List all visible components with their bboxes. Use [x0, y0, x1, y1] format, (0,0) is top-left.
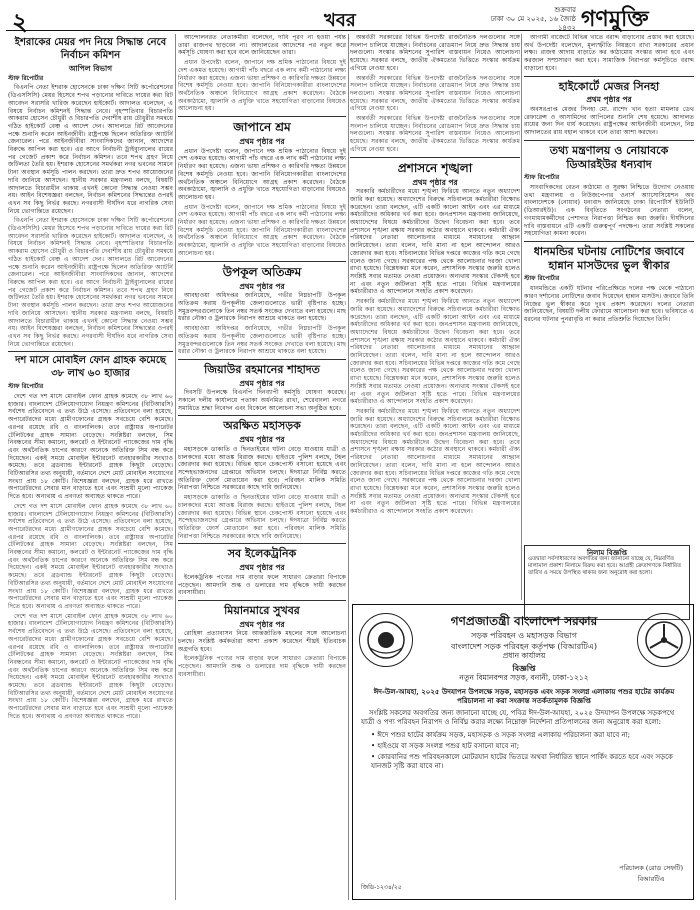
article-subhead: প্রথম পৃষ্ঠার পর: [239, 378, 285, 388]
article-body: সাংবাদিকদের বেতন কাঠামো ও সুরক্ষা নিশ্চিতে উদ্যোগ নেওয়ায় তথ্য মন্ত্রণালয় ও নিউজপেপার ওনার্স অ্যাসোসিয়েশন অব বাংলাদেশকে (নোয়াব) ধন্যবাদ জানিয়েছে ঢাকা রিপোর্টার্স ইউনিটি (ডিআরইউ)। এক বিবৃতিতে সংগঠনের নেতারা বলেন, গণমাধ্যমকর্মীদের পেশাগত নিরাপত্তা নিশ্চিত করা জরুরি। দীর্ঘদিনের দাবি বাস্তবায়নে এটি একটি গুরুত্বপূর্ণ পদক্ষেপ। তারা সংশ্লিষ্ট সকলের সহযোগিতা কামনা করেন।: [524, 183, 694, 238]
notice-headline: ঈদ-উল-আযহা, ২০২৫ উদযাপন উপলক্ষে সড়ক, মহাসড়ক এবং সড়ক সংলগ্ন এলাকায় পশুর হাটের কার্যক্রম পরিচালনা না করা সংক্রান্ত সতর্কতামূলক বিজ্ঞপ্তি: [373, 687, 675, 705]
notice-bullet: • হাইওয়ে বা সড়ক সংলগ্ন পশুর হাট বসানো যাবে না;: [371, 742, 520, 750]
article-subhead: প্রথম পৃষ্ঠার পর: [412, 177, 458, 187]
article-body-continued: বিএনপি নেতা ইশরাক হোসেনকে ঢাকা দক্ষিণ সিটি কর্পোরেশনের (ডিএসসিসি) মেয়র হিসেবে শপথ পড়ানোর দাবিতে দায়ের করা রিট আবেদন সরাসরি খারিজ করেছেন হাইকোর্ট। আদালত বলেছেন, এ বিষয়ে নির্বাচন কমিশনই সিদ্ধান্ত নেবে। বৃহস্পতিবার বিচারপতি আকরাম হোসেন চৌধুরী ও বিচারপতি দেবাশীষ রায় চৌধুরীর সমন্বয়ে গঠিত হাইকোর্ট বেঞ্চ এ আদেশ দেন। আদালতে রিট আবেদনের পক্ষে শুনানি করেন আইনজীবী। রাষ্ট্রপক্ষে ছিলেন অতিরিক্ত অ্যাটর্নি জেনারেল। পরে আইনজীবীরা সাংবাদিকদের জানান, আদেশের বিরুদ্ধে আপিল করা হবে। এর আগে নির্বাচনী ট্রাইব্যুনালের রায়ের পর গেজেট প্রকাশ করে নির্বাচন কমিশন। তবে শপথ গ্রহণ নিয়ে জটিলতা তৈরি হয়। ইশরাক হোসেনের সমর্থকরা নগর ভবনের সামনে টানা অবস্থান কর্মসূচি পালন করছেন। তারা দ্রুত শপথ আয়োজনের দাবি জানিয়ে আসছেন। স্থানীয় সরকার মন্ত্রণালয় বলছে, বিষয়টি আদালতে বিচারাধীন থাকায় এখনই কোনো সিদ্ধান্ত নেওয়া সম্ভব নয়। আইন বিশেষজ্ঞরা বলছেন, নির্বাচন কমিশনের সিদ্ধান্তের ওপরই এখন সব কিছু নির্ভর করছে। নগরবাসী দীর্ঘদিন ধরে নাগরিক সেবা নিয়ে ভোগান্তিতে রয়েছেন।: [8, 217, 173, 348]
dateline-date: ঢাকা ৩০ মে ২০২৫, ১৬ জ্যৈষ্ঠ ১৪৩২: [490, 15, 576, 32]
notice-content: [361, 687, 687, 773]
article-body-continued: সরকারি কর্মচারীদের মধ্যে শৃঙ্খলা ফিরিয়ে আনতে নতুন অধ্যাদেশ জারি করা হয়েছে। অধ্যাদেশের বিরুদ্ধে সচিবালয়ে কর্মচারীরা বিক্ষোভ করেছেন। তারা বলছেন, এটি একটি কালো আইন এবং এর মাধ্যমে কর্মচারীদের অধিকার খর্ব করা হবে। জনপ্রশাসন মন্ত্রণালয় জানিয়েছে, অধ্যাদেশের বিষয়ে কর্মচারীদের উদ্বেগ বিবেচনা করা হবে। তবে প্রশাসনে শৃঙ্খলা রক্ষায় সরকার কঠোর অবস্থানে থাকবে। কর্মচারী ঐক্য পরিষদের নেতারা আলোচনার মাধ্যমে সমাধানের আহ্বান জানিয়েছেন। তারা বলেন, দাবি মানা না হলে আন্দোলন আরও জোরদার করা হবে। সচিবালয়ের বিভিন্ন দপ্তরে কাজের গতি কমে গেছে বলেও জানা গেছে। সরকারের পক্ষ থেকে আলোচনার দরজা খোলা রাখা হয়েছে। বিশ্লেষকরা মনে করেন, প্রশাসনিক সংস্কার জরুরি হলেও সংশ্লিষ্ট সবার মতামত নেওয়া প্রয়োজন। অন্যথায় সংস্কার টেকসই হবে না এবং নতুন জটিলতা সৃষ্টি হতে পারে। বিভিন্ন মন্ত্রণালয়ের কর্মচারীরাও এ আন্দোলনে সংহতি প্রকাশ করেছেন।: [350, 298, 520, 406]
byline: স্টাফ রিপোর্টার: [8, 383, 44, 391]
column-3: [350, 34, 520, 632]
page-number: ২: [12, 8, 28, 36]
notice-authority: বাংলাদেশ সড়ক পরিবহন কর্তৃপক্ষ (বিআরটিএ): [451, 642, 597, 651]
divider: [178, 600, 346, 601]
article-body: রোহিঙ্গা প্রত্যাবাসন নিয়ে আন্তর্জাতিক মহলের সঙ্গে আলোচনা চলছে। সংশ্লিষ্ট কর্মকর্তারা আশা প্রকাশ করেছেন শীঘ্রই ইতিবাচক অগ্রগতি হবে।: [178, 630, 346, 653]
notice-ministry: সড়ক পরিবহন ও মহাসড়ক বিভাগ: [470, 631, 578, 640]
article-body-continued: অন্তর্বর্তী সরকারের বিভিন্ন উপদেষ্টা রাজনৈতিক দলগুলোর সঙ্গে সংলাপ চালিয়ে যাচ্ছেন। নির্বাচনের রোডম্যাপ নিয়ে দ্রুত সিদ্ধান্ত চায় দলগুলো। সংস্কার কমিশনের সুপারিশ বাস্তবায়ন নিয়েও আলোচনা হয়েছে। সরকার বলছে, জাতীয় ঐকমত্যের ভিত্তিতে সংস্কার কার্যক্রম এগিয়ে নেওয়া হবে।: [350, 115, 520, 153]
divider: [178, 415, 346, 416]
byline: স্টাফ রিপোর্টার: [524, 275, 560, 283]
article-body: অবসরপ্রাপ্ত মেজর সিনহা মো. রাশেদ খান হত্যা মামলার ডেথ রেফারেন্স ও আসামিদের আপিলের শুনানি শেষ হয়েছে। আদালত রায়ের জন্য দিন ধার্য করেছেন। রাষ্ট্রপক্ষের আইনজীবী বলেছেন, নিম্ন আদালতের রায় বহাল থাকবে বলে তারা আশা করছেন।: [524, 105, 694, 137]
bullet-text: হাইওয়ে বা সড়ক সংলগ্ন পশুর হাট বসানো যাবে না;: [377, 742, 520, 750]
divider: [178, 359, 346, 360]
article-headline[interactable]: জিয়াউর রহমানের শাহাদত: [204, 362, 320, 376]
article-body-continued: প্রধান উপদেষ্টা বলেন, জাপানে দক্ষ শ্রমিক পাঠানোর বিষয়ে দুই দেশ একমত হয়েছে। আগামী পাঁচ বছরে এক লাখ কর্মী পাঠানোর লক্ষ্য নির্ধারণ করা হয়েছে। এজন্য ভাষা প্রশিক্ষণ ও কারিগরি দক্ষতা উন্নয়নে বিশেষ কর্মসূচি নেওয়া হবে। জাপানি বিনিয়োগকারীরা বাংলাদেশের অর্থনৈতিক অঞ্চলে বিনিয়োগে আগ্রহ প্রকাশ করেছেন। বৈঠকে অবকাঠামো, জ্বালানি ও প্রযুক্তি খাতে সহযোগিতা বাড়ানোর বিষয়েও আলোচনা হয়।: [178, 203, 346, 257]
article-body-continued: আবহাওয়া অধিদপ্তর জানিয়েছে, গভীর নিম্নচাপটি উপকূল অতিক্রম করায় উপকূলীয় জেলাগুলোতে ভারী বৃষ্টিপাত হচ্ছে। সমুদ্রবন্দরগুলোকে তিন নম্বর সতর্ক সংকেত দেখাতে বলা হয়েছে। মাছ ধরার নৌকা ও ট্রলারকে নিরাপদ আশ্রয়ে থাকতে বলা হয়েছে।: [178, 325, 346, 356]
article-headline[interactable]: প্রশাসনে শৃঙ্খলা: [397, 160, 473, 175]
article-body: বিএনপি নেতা ইশরাক হোসেনকে ঢাকা দক্ষিণ সিটি কর্পোরেশনের (ডিএসসিসি) মেয়র হিসেবে শপথ পড়ানোর দাবিতে দায়ের করা রিট আবেদন সরাসরি খারিজ করেছেন হাইকোর্ট। আদালত বলেছেন, এ বিষয়ে নির্বাচন কমিশনই সিদ্ধান্ত নেবে। বৃহস্পতিবার বিচারপতি আকরাম হোসেন চৌধুরী ও বিচারপতি দেবাশীষ রায় চৌধুরীর সমন্বয়ে গঠিত হাইকোর্ট বেঞ্চ এ আদেশ দেন। আদালতে রিট আবেদনের পক্ষে শুনানি করেন আইনজীবী। রাষ্ট্রপক্ষে ছিলেন অতিরিক্ত অ্যাটর্নি জেনারেল। পরে আইনজীবীরা সাংবাদিকদের জানান, আদেশের বিরুদ্ধে আপিল করা হবে। এর আগে নির্বাচনী ট্রাইব্যুনালের রায়ের পর গেজেট প্রকাশ করে নির্বাচন কমিশন। তবে শপথ গ্রহণ নিয়ে জটিলতা তৈরি হয়। ইশরাক হোসেনের সমর্থকরা নগর ভবনের সামনে টানা অবস্থান কর্মসূচি পালন করছেন। তারা দ্রুত শপথ আয়োজনের দাবি জানিয়ে আসছেন। স্থানীয় সরকার মন্ত্রণালয় বলছে, বিষয়টি আদালতে বিচারাধীন থাকায় এখনই কোনো সিদ্ধান্ত নেওয়া সম্ভব নয়। আইন বিশেষজ্ঞরা বলছেন, নির্বাচন কমিশনের সিদ্ধান্তের ওপরই এখন সব কিছু নির্ভর করছে। নগরবাসী দীর্ঘদিন ধরে নাগরিক সেবা নিয়ে ভোগান্তিতে রয়েছেন।: [8, 84, 173, 215]
notice-bullet: • কোরবানির পশু পরিবহনকালে মোটরযান হাটের ভিতরে অথবা নির্ধারিত স্থানে পার্কিং করতে হবে এবং সড়কে যানজট সৃষ্টি করা যাবে না।: [371, 753, 673, 770]
article-subhead: প্রথম পৃষ্ঠার পর: [239, 563, 285, 573]
column-divider: [175, 34, 176, 900]
column-4: [524, 34, 694, 632]
article-subhead: আপিল বিভাগ: [68, 64, 113, 73]
section-title: খবর: [324, 10, 356, 31]
newspaper-logo: গণমুক্তি: [581, 7, 649, 32]
divider: [524, 241, 694, 242]
notice-title: নিলাম বিজ্ঞপ্তি: [586, 548, 628, 557]
article-headline[interactable]: উপকূল অতিক্রম: [222, 264, 302, 279]
signatory-org: বিআরটিএ: [637, 875, 665, 883]
notice-reference: জিডি-১২৩৪/২৫: [361, 884, 402, 891]
notice-type: বিজ্ঞপ্তি: [512, 663, 536, 673]
article-subhead: প্রথম পৃষ্ঠার পর: [239, 281, 285, 291]
column-divider: [521, 34, 522, 600]
article-body-continued: মহাসড়কে ডাকাতি ও ছিনতাইয়ের ঘটনা বেড়ে যাওয়ায় যাত্রী ও চালকদের মধ্যে আতঙ্ক বিরাজ করছে। হাইওয়ে পুলিশ বলছে, টহল জোরদার করা হয়েছে। বিভিন্ন স্থানে চেকপোস্ট বসানো হয়েছে এবং সন্দেহভাজনদের গ্রেপ্তারে অভিযান চলছে। ঈদযাত্রা নির্বিঘ্ন করতে অতিরিক্ত ফোর্স মোতায়েন করা হবে। পরিবহন মালিক সমিতি নিরাপত্তা নিশ্চিতে সরকারের কাছে দাবি জানিয়েছে।: [178, 494, 346, 540]
notice-intro: সংশ্লিষ্ট সকলের অবগতির জন্য জানানো যাচ্ছে যে, পবিত্র ঈদ-উল-আযহা, ২০২৫ উদযাপন উপলক্ষে সড়কপথে যাত্রী ও পণ্য পরিবহন নিরাপদ ও নির্বিঘ্ন করার লক্ষ্যে নিম্নোক্ত নির্দেশনা প্রতিপালনের জন্য অনুরোধ করা হলো:: [361, 709, 675, 726]
article-subhead: প্রথম পৃষ্ঠার পর: [239, 435, 285, 445]
article-body-continued: দেশে গত দশ মাসে মোবাইল ফোন গ্রাহক কমেছে ৩৮ লাখ ৬০ হাজার। বাংলাদেশ টেলিযোগাযোগ নিয়ন্ত্রণ কমিশনের (বিটিআরসি) সর্বশেষ প্রতিবেদনে এ তথ্য উঠে এসেছে। প্রতিবেদনে বলা হয়েছে, অপারেটরদের মধ্যে গ্রামীণফোনের গ্রাহক সবচেয়ে বেশি কমেছে। এরপর রয়েছে রবি ও বাংলালিংক। তবে রাষ্ট্রায়ত্ত অপারেটর টেলিটকের গ্রাহক সামান্য বেড়েছে। সংশ্লিষ্টরা বলছেন, সিম নিবন্ধনের সীমা কমানো, কলরেট ও ইন্টারনেট প্যাকেজের দাম বৃদ্ধি এবং অর্থনৈতিক চাপের কারণে অনেকে অতিরিক্ত সিম বন্ধ করে দিয়েছেন। একই সময়ে মোবাইল ইন্টারনেট ব্যবহারকারীর সংখ্যাও কমেছে। তবে ব্রডব্যান্ড ইন্টারনেট গ্রাহক কিছুটা বেড়েছে। বিটিআরসির তথ্য অনুযায়ী, বর্তমানে দেশে মোট মোবাইল সংযোগের সংখ্যা প্রায় ১৮ কোটি। বিশেষজ্ঞরা বলছেন, গ্রাহক ধরে রাখতে অপারেটরদের সেবার মান বাড়াতে হবে এবং সাশ্রয়ী মূল্যে প্যাকেজ দিতে হবে। অন্যথায় এ প্রবণতা অব্যাহত থাকতে পারে।: [8, 502, 173, 610]
divider: [178, 116, 346, 117]
notice-bullet: • ঈদে পশুর হাটের কার্যক্রম সড়ক, মহাসড়ক ও সড়ক সংলগ্ন এলাকায় পরিচালনা করা যাবে না;: [371, 731, 631, 739]
article-body: ইলেকট্রনিক পণ্যের দাম বাড়ার ফলে সাধারণ ক্রেতারা বিপাকে পড়েছেন। আমদানি শুল্ক ও ডলারের দাম বৃদ্ধিকে দায়ী করছেন ব্যবসায়ীরা।: [178, 573, 346, 597]
notice-government-title: গণপ্রজাতন্ত্রী বাংলাদেশ সরকার: [450, 614, 598, 628]
dateline-day: শুক্রবার: [554, 6, 576, 14]
article-headline[interactable]: জাপানে শ্রম: [233, 120, 291, 135]
notice-body: এতদ্বারা সর্বসাধারণের অবগতির জন্য জানানো যাচ্ছে যে, নিম্নবর্ণিত মালামাল প্রকাশ্য নিলামে বিক্রয় করা হবে। আগ্রহী ক্রেতাগণকে নির্ধারিত তারিখ ও সময়ে উপস্থিত থাকার জন্য অনুরোধ করা হলো।: [528, 556, 682, 576]
article-body-continued: ইলেকট্রনিক পণ্যের দাম বাড়ার ফলে সাধারণ ক্রেতারা বিপাকে পড়েছেন। আমদানি শুল্ক ও ডলারের দাম বৃদ্ধিকে দায়ী করছেন ব্যবসায়ীরা।: [178, 655, 346, 678]
article-headline[interactable]: হাইকোর্টে মেজর সিনহা: [558, 79, 660, 93]
article-subhead: প্রথম পৃষ্ঠার পর: [586, 95, 632, 105]
article-body: ধানমন্ডিতে একটি ঘটনার পরিপ্রেক্ষিতে দলের পক্ষ থেকে পাঠানো কারণ দর্শানোর নোটিশের জবাব দিয়েছেন হান্নান মাসউদ। জবাবে তিনি নিজের ভুল স্বীকার করে দুঃখ প্রকাশ করেছেন। দলের নেতারা জানিয়েছেন, বিষয়টি দলীয় ফোরামে আলোচনা করা হবে। ভবিষ্যতে এ ধরনের ঘটনার পুনরাবৃত্তি না করার প্রতিশ্রুতি দিয়েছেন তিনি।: [524, 285, 694, 323]
divider: [178, 543, 346, 544]
signatory: পরিচালক (রোড সেফটি): [619, 864, 683, 872]
masthead: [6, 4, 694, 36]
article-body: আন্দোলনরত নেতাকর্মীরা বলেছেন, দাবি পূরণ না হওয়া পর্যন্ত তারা রাজপথ ছাড়বেন না। আদালতের আদেশের পর নতুন করে কর্মসূচি ঘোষণা করা হবে বলে জানিয়েছেন তারা।: [178, 34, 346, 57]
column-1: [8, 34, 173, 904]
article-subhead: প্রথম পৃষ্ঠার পর: [239, 619, 285, 629]
notice-address: নতুন বিমানবন্দর সড়ক, বনানী, ঢাকা-১২১২: [459, 673, 589, 682]
divider: [350, 157, 520, 158]
government-emblem-icon: [359, 613, 413, 667]
divider: [178, 261, 346, 262]
byline: স্টাফ রিপোর্টার: [8, 74, 44, 82]
article-body: অন্তর্বর্তী সরকারের বিভিন্ন উপদেষ্টা রাজনৈতিক দলগুলোর সঙ্গে সংলাপ চালিয়ে যাচ্ছেন। নির্বাচনের রোডম্যাপ নিয়ে দ্রুত সিদ্ধান্ত চায় দলগুলো। সংস্কার কমিশনের সুপারিশ বাস্তবায়ন নিয়েও আলোচনা হয়েছে। সরকার বলছে, জাতীয় ঐকমত্যের ভিত্তিতে সংস্কার কার্যক্রম এগিয়ে নেওয়া হবে।: [350, 34, 520, 72]
article-body-continued: সরকারি কর্মচারীদের মধ্যে শৃঙ্খলা ফিরিয়ে আনতে নতুন অধ্যাদেশ জারি করা হয়েছে। অধ্যাদেশের বিরুদ্ধে সচিবালয়ে কর্মচারীরা বিক্ষোভ করেছেন। তারা বলছেন, এটি একটি কালো আইন এবং এর মাধ্যমে কর্মচারীদের অধিকার খর্ব করা হবে। জনপ্রশাসন মন্ত্রণালয় জানিয়েছে, অধ্যাদেশের বিষয়ে কর্মচারীদের উদ্বেগ বিবেচনা করা হবে। তবে প্রশাসনে শৃঙ্খলা রক্ষায় সরকার কঠোর অবস্থানে থাকবে। কর্মচারী ঐক্য পরিষদের নেতারা আলোচনার মাধ্যমে সমাধানের আহ্বান জানিয়েছেন। তারা বলেন, দাবি মানা না হলে আন্দোলন আরও জোরদার করা হবে। সচিবালয়ের বিভিন্ন দপ্তরে কাজের গতি কমে গেছে বলেও জানা গেছে। সরকারের পক্ষ থেকে আলোচনার দরজা খোলা রাখা হয়েছে। বিশ্লেষকরা মনে করেন, প্রশাসনিক সংস্কার জরুরি হলেও সংশ্লিষ্ট সবার মতামত নেওয়া প্রয়োজন। অন্যথায় সংস্কার টেকসই হবে না এবং নতুন জটিলতা সৃষ্টি হতে পারে। বিভিন্ন মন্ত্রণালয়ের কর্মচারীরাও এ আন্দোলনে সংহতি প্রকাশ করেছেন।: [350, 407, 520, 516]
notice-signature: [619, 863, 683, 885]
article-body: মহাসড়কে ডাকাতি ও ছিনতাইয়ের ঘটনা বেড়ে যাওয়ায় যাত্রী ও চালকদের মধ্যে আতঙ্ক বিরাজ করছে। হাইওয়ে পুলিশ বলছে, টহল জোরদার করা হয়েছে। বিভিন্ন স্থানে চেকপোস্ট বসানো হয়েছে এবং সন্দেহভাজনদের গ্রেপ্তারে অভিযান চলছে। ঈদযাত্রা নির্বিঘ্ন করতে অতিরিক্ত ফোর্স মোতায়েন করা হবে। পরিবহন মালিক সমিতি নিরাপত্তা নিশ্চিতে সরকারের কাছে দাবি জানিয়েছে।: [178, 445, 346, 492]
article-body: সরকারি কর্মচারীদের মধ্যে শৃঙ্খলা ফিরিয়ে আনতে নতুন অধ্যাদেশ জারি করা হয়েছে। অধ্যাদেশের বিরুদ্ধে সচিবালয়ে কর্মচারীরা বিক্ষোভ করেছেন। তারা বলছেন, এটি একটি কালো আইন এবং এর মাধ্যমে কর্মচারীদের অধিকার খর্ব করা হবে। জনপ্রশাসন মন্ত্রণালয় জানিয়েছে, অধ্যাদেশের বিষয়ে কর্মচারীদের উদ্বেগ বিবেচনা করা হবে। তবে প্রশাসনে শৃঙ্খলা রক্ষায় সরকার কঠোর অবস্থানে থাকবে। কর্মচারী ঐক্য পরিষদের নেতারা আলোচনার মাধ্যমে সমাধানের আহ্বান জানিয়েছেন। তারা বলেন, দাবি মানা না হলে আন্দোলন আরও জোরদার করা হবে। সচিবালয়ের বিভিন্ন দপ্তরে কাজের গতি কমে গেছে বলেও জানা গেছে। সরকারের পক্ষ থেকে আলোচনার দরজা খোলা রাখা হয়েছে। বিশ্লেষকরা মনে করেন, প্রশাসনিক সংস্কার জরুরি হলেও সংশ্লিষ্ট সবার মতামত নেওয়া প্রয়োজন। অন্যথায় সংস্কার টেকসই হবে না এবং নতুন জটিলতা সৃষ্টি হতে পারে। বিভিন্ন মন্ত্রণালয়ের কর্মচারীরাও এ আন্দোলনে সংহতি প্রকাশ করেছেন।: [350, 188, 520, 296]
brta-logo-icon: [637, 613, 691, 667]
article-headline[interactable]: মিয়ানমারে সুখবর: [224, 603, 300, 617]
article-body: আগামী বাজেটে বিভিন্ন খাতে বরাদ্দ বাড়ানোর প্রস্তাব করা হয়েছে। অর্থ উপদেষ্টা বলেছেন, মূল্যস্ফীতি নিয়ন্ত্রণে রাখা সরকারের প্রধান লক্ষ্য। রাজস্ব আদায় বাড়াতে কর কাঠামোয় সংস্কার আনা হবে এবং করজাল সম্প্রসারণ করা হবে। সামাজিক নিরাপত্তা কর্মসূচিতে বরাদ্দ বাড়ানো হবে।: [524, 34, 694, 72]
article-headline[interactable]: দশ মাসে মোবাইল ফোন গ্রাহক কমেছে ৩৮ লাখ ৬০ হাজার: [15, 355, 166, 379]
column-divider: [348, 34, 349, 900]
divider: [8, 351, 173, 352]
article-body: দিবসটি উপলক্ষে বিএনপি দিনব্যাপী কর্মসূচি ঘোষণা করেছে। সকালে দলীয় কার্যালয়ে পতাকা অর্ধনমিত রাখা, শেরেবাংলা নগরে সমাধিতে শ্রদ্ধা নিবেদন এবং বিকেলে আলোচনা সভা অনুষ্ঠিত হবে।: [178, 389, 346, 412]
article-headline[interactable]: সব ইলেকট্রনিক: [227, 547, 297, 561]
byline: স্টাফ রিপোর্টার: [524, 174, 560, 182]
article-headline[interactable]: ইশরাকের মেয়র পদ নিয়ে সিদ্ধান্ত নেবে নির্বাচন কমিশন: [14, 37, 167, 61]
article-body: প্রধান উপদেষ্টা বলেন, জাপানে দক্ষ শ্রমিক পাঠানোর বিষয়ে দুই দেশ একমত হয়েছে। আগামী পাঁচ বছরে এক লাখ কর্মী পাঠানোর লক্ষ্য নির্ধারণ করা হয়েছে। এজন্য ভাষা প্রশিক্ষণ ও কারিগরি দক্ষতা উন্নয়নে বিশেষ কর্মসূচি নেওয়া হবে। জাপানি বিনিয়োগকারীরা বাংলাদেশের অর্থনৈতিক অঞ্চলে বিনিয়োগে আগ্রহ প্রকাশ করেছেন। বৈঠকে অবকাঠামো, জ্বালানি ও প্রযুক্তি খাতে সহযোগিতা বাড়ানোর বিষয়েও আলোচনা হয়।: [178, 147, 346, 201]
article-subhead: প্রথম পৃষ্ঠার পর: [239, 137, 285, 147]
article-headline[interactable]: তথ্য মন্ত্রণালয় ও নোয়াবকে ডিআরইউর ধন্যবাদ: [549, 143, 669, 171]
column-2: [178, 34, 346, 899]
article-body: দেশে গত দশ মাসে মোবাইল ফোন গ্রাহক কমেছে ৩৮ লাখ ৬০ হাজার। বাংলাদেশ টেলিযোগাযোগ নিয়ন্ত্রণ কমিশনের (বিটিআরসি) সর্বশেষ প্রতিবেদনে এ তথ্য উঠে এসেছে। প্রতিবেদনে বলা হয়েছে, অপারেটরদের মধ্যে গ্রামীণফোনের গ্রাহক সবচেয়ে বেশি কমেছে। এরপর রয়েছে রবি ও বাংলালিংক। তবে রাষ্ট্রায়ত্ত অপারেটর টেলিটকের গ্রাহক সামান্য বেড়েছে। সংশ্লিষ্টরা বলছেন, সিম নিবন্ধনের সীমা কমানো, কলরেট ও ইন্টারনেট প্যাকেজের দাম বৃদ্ধি এবং অর্থনৈতিক চাপের কারণে অনেকে অতিরিক্ত সিম বন্ধ করে দিয়েছেন। একই সময়ে মোবাইল ইন্টারনেট ব্যবহারকারীর সংখ্যাও কমেছে। তবে ব্রডব্যান্ড ইন্টারনেট গ্রাহক কিছুটা বেড়েছে। বিটিআরসির তথ্য অনুযায়ী, বর্তমানে দেশে মোট মোবাইল সংযোগের সংখ্যা প্রায় ১৮ কোটি। বিশেষজ্ঞরা বলছেন, গ্রাহক ধরে রাখতে অপারেটরদের সেবার মান বাড়াতে হবে এবং সাশ্রয়ী মূল্যে প্যাকেজ দিতে হবে। অন্যথায় এ প্রবণতা অব্যাহত থাকতে পারে।: [8, 393, 173, 501]
government-notice: [352, 604, 694, 900]
dateline: [486, 6, 576, 33]
article-body-continued: প্রধান উপদেষ্টা বলেন, জাপানে দক্ষ শ্রমিক পাঠানোর বিষয়ে দুই দেশ একমত হয়েছে। আগামী পাঁচ বছরে এক লাখ কর্মী পাঠানোর লক্ষ্য নির্ধারণ করা হয়েছে। এজন্য ভাষা প্রশিক্ষণ ও কারিগরি দক্ষতা উন্নয়নে বিশেষ কর্মসূচি নেওয়া হবে। জাপানি বিনিয়োগকারীরা বাংলাদেশের অর্থনৈতিক অঞ্চলে বিনিয়োগে আগ্রহ প্রকাশ করেছেন। বৈঠকে অবকাঠামো, জ্বালানি ও প্রযুক্তি খাতে সহযোগিতা বাড়ানোর বিষয়েও আলোচনা হয়।: [178, 59, 346, 113]
divider: [524, 140, 694, 141]
article-headline[interactable]: অরক্ষিত মহাসড়ক: [223, 419, 301, 433]
article-body-continued: অন্তর্বর্তী সরকারের বিভিন্ন উপদেষ্টা রাজনৈতিক দলগুলোর সঙ্গে সংলাপ চালিয়ে যাচ্ছেন। নির্বাচনের রোডম্যাপ নিয়ে দ্রুত সিদ্ধান্ত চায় দলগুলো। সংস্কার কমিশনের সুপারিশ বাস্তবায়ন নিয়েও আলোচনা হয়েছে। সরকার বলছে, জাতীয় ঐকমত্যের ভিত্তিতে সংস্কার কার্যক্রম এগিয়ে নেওয়া হবে।: [350, 74, 520, 113]
article-body: আবহাওয়া অধিদপ্তর জানিয়েছে, গভীর নিম্নচাপটি উপকূল অতিক্রম করায় উপকূলীয় জেলাগুলোতে ভারী বৃষ্টিপাত হচ্ছে। সমুদ্রবন্দরগুলোকে তিন নম্বর সতর্ক সংকেত দেখাতে বলা হয়েছে। মাছ ধরার নৌকা ও ট্রলারকে নিরাপদ আশ্রয়ে থাকতে বলা হয়েছে।: [178, 292, 346, 323]
article-body-continued: দেশে গত দশ মাসে মোবাইল ফোন গ্রাহক কমেছে ৩৮ লাখ ৬০ হাজার। বাংলাদেশ টেলিযোগাযোগ নিয়ন্ত্রণ কমিশনের (বিটিআরসি) সর্বশেষ প্রতিবেদনে এ তথ্য উঠে এসেছে। প্রতিবেদনে বলা হয়েছে, অপারেটরদের মধ্যে গ্রামীণফোনের গ্রাহক সবচেয়ে বেশি কমেছে। এরপর রয়েছে রবি ও বাংলালিংক। তবে রাষ্ট্রায়ত্ত অপারেটর টেলিটকের গ্রাহক সামান্য বেড়েছে। সংশ্লিষ্টরা বলছেন, সিম নিবন্ধনের সীমা কমানো, কলরেট ও ইন্টারনেট প্যাকেজের দাম বৃদ্ধি এবং অর্থনৈতিক চাপের কারণে অনেকে অতিরিক্ত সিম বন্ধ করে দিয়েছেন। একই সময়ে মোবাইল ইন্টারনেট ব্যবহারকারীর সংখ্যাও কমেছে। তবে ব্রডব্যান্ড ইন্টারনেট গ্রাহক কিছুটা বেড়েছে। বিটিআরসির তথ্য অনুযায়ী, বর্তমানে দেশে মোট মোবাইল সংযোগের সংখ্যা প্রায় ১৮ কোটি। বিশেষজ্ঞরা বলছেন, গ্রাহক ধরে রাখতে অপারেটরদের সেবার মান বাড়াতে হবে এবং সাশ্রয়ী মূল্যে প্যাকেজ দিতে হবে। অন্যথায় এ প্রবণতা অব্যাহত থাকতে পারে।: [8, 612, 173, 720]
notice-office: প্রধান কার্যালয়: [502, 651, 546, 660]
bullet-text: ঈদে পশুর হাটের কার্যক্রম সড়ক, মহাসড়ক ও সড়ক সংলগ্ন এলাকায় পরিচালনা করা যাবে না;: [377, 731, 631, 739]
article-headline[interactable]: ধানমন্ডির ঘটনায় নোটিশের জবাবে হান্নান মাসউদের ভুল স্বীকার: [533, 244, 685, 272]
bullet-text: কোরবানির পশু পরিবহনকালে মোটরযান হাটের ভিতরে অথবা নির্ধারিত স্থানে পার্কিং করতে হবে এবং সড়কে যানজট সৃষ্টি করা যাবে না।: [371, 753, 673, 770]
divider: [524, 76, 694, 77]
